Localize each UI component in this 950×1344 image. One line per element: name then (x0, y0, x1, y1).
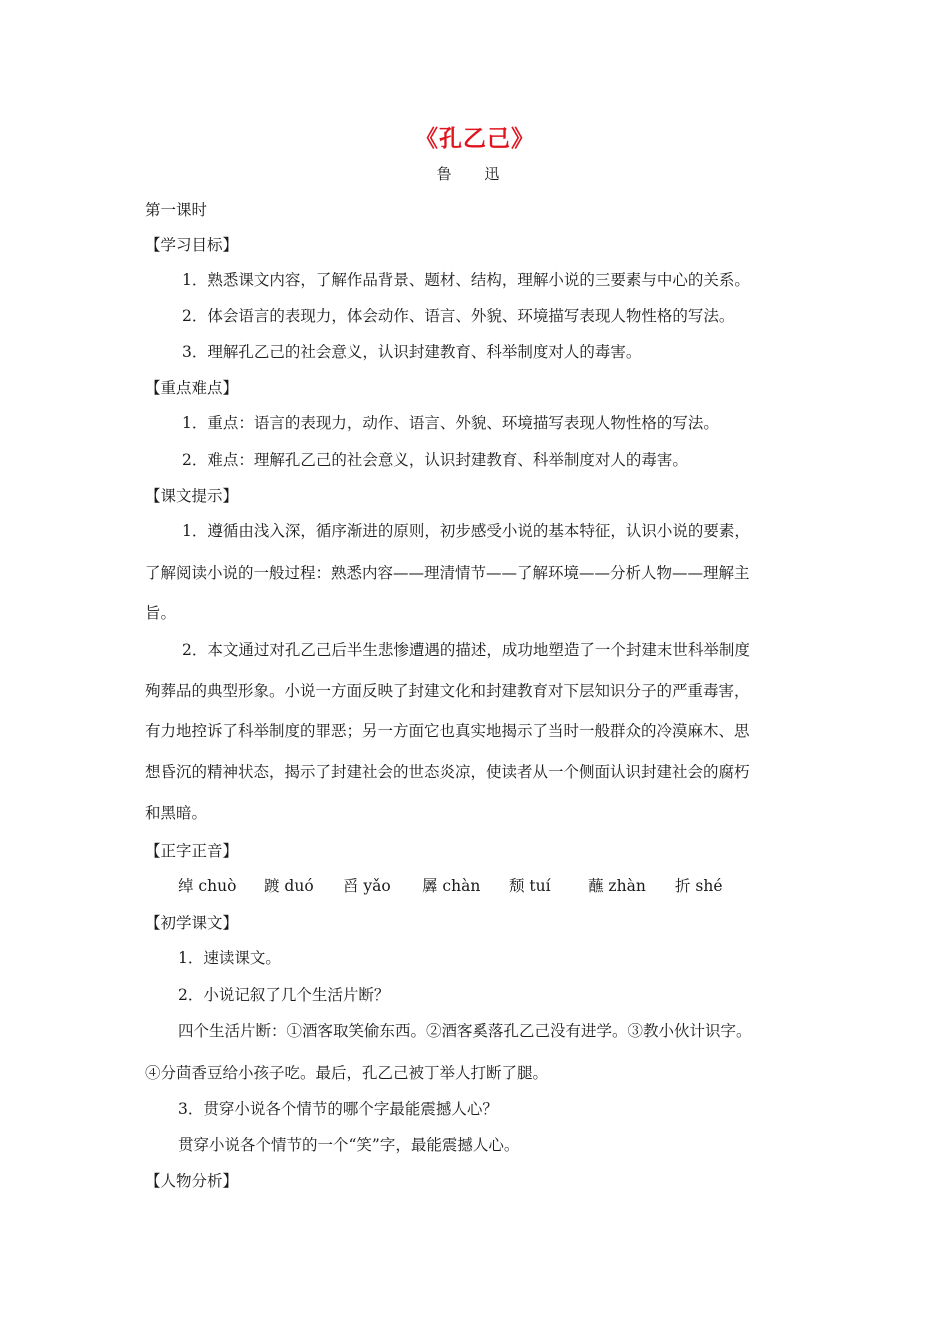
pronunciation-item: 羼 chàn (422, 877, 481, 895)
section-heading-first-reading: 【初学课文】 (145, 914, 239, 932)
tip-paragraph-line: 了解阅读小说的一般过程：熟悉内容——理清情节——了解环境——分析人物——理解主 (145, 564, 750, 582)
section-heading-key: 【重点难点】 (145, 379, 239, 397)
first-reading-line: 3．贯穿小说各个情节的哪个字最能震撼人心？ (178, 1100, 498, 1118)
first-reading-line: 贯穿小说各个情节的一个“笑”字，最能震撼人心。 (178, 1136, 520, 1154)
tip-paragraph-line: 1．遵循由浅入深，循序渐进的原则，初步感受小说的基本特征，认识小说的要素， (182, 522, 750, 540)
tip-paragraph-line: 想昏沉的精神状态，揭示了封建社会的世态炎凉，使读者从一个侧面认识封建社会的腐朽 (145, 763, 750, 781)
pronunciation-item: 舀 yǎo (343, 877, 391, 895)
tip-paragraph-line: 旨。 (145, 604, 177, 622)
key-item: 2．难点：理解孔乙己的社会意义，认识封建教育、科举制度对人的毒害。 (182, 451, 688, 469)
pronunciation-item: 踱 duó (264, 877, 314, 895)
tip-paragraph-line: 2．本文通过对孔乙己后半生悲惨遭遇的描述，成功地塑造了一个封建末世科举制度 (182, 641, 750, 659)
tip-paragraph-line: 和黑暗。 (145, 804, 208, 822)
author-name: 鲁 迅 (436, 165, 514, 183)
document-title: 《孔乙己》 (415, 126, 535, 152)
section-heading-character: 【人物分析】 (145, 1172, 239, 1190)
key-item: 1．重点：语言的表现力，动作、语言、外貌、环境描写表现人物性格的写法。 (182, 414, 719, 432)
first-reading-line: 四个生活片断：①酒客取笑偷东西。②酒客奚落孔乙己没有进学。③教小伙计识字。 (178, 1022, 752, 1040)
first-reading-line: 2．小说记叙了几个生活片断？ (178, 986, 390, 1004)
section-heading-pronunciation: 【正字正音】 (145, 842, 239, 860)
first-reading-line: 1．速读课文。 (178, 949, 281, 967)
goal-item: 2．体会语言的表现力，体会动作、语言、外貌、环境描写表现人物性格的写法。 (182, 307, 735, 325)
goal-item: 1．熟悉课文内容，了解作品背景、题材、结构，理解小说的三要素与中心的关系。 (182, 271, 750, 289)
tip-paragraph-line: 殉葬品的典型形象。小说一方面反映了封建文化和封建教育对下层知识分子的严重毒害， (145, 682, 750, 700)
section-heading-tips: 【课文提示】 (145, 487, 239, 505)
first-reading-line: ④分茴香豆给小孩子吃。最后，孔乙己被丁举人打断了腿。 (145, 1064, 549, 1082)
section-heading-goals: 【学习目标】 (145, 236, 239, 254)
lesson-label: 第一课时 (145, 201, 208, 219)
tip-paragraph-line: 有力地控诉了科举制度的罪恶；另一方面它也真实地揭示了当时一般群众的冷漠麻木、思 (145, 722, 750, 740)
pronunciation-item: 颓 tuí (509, 877, 551, 895)
pronunciation-item: 折 shé (675, 877, 723, 895)
pronunciation-item: 蘸 zhàn (588, 877, 646, 895)
goal-item: 3．理解孔乙己的社会意义，认识封建教育、科举制度对人的毒害。 (182, 343, 642, 361)
pronunciation-item: 绰 chuò (178, 877, 237, 895)
